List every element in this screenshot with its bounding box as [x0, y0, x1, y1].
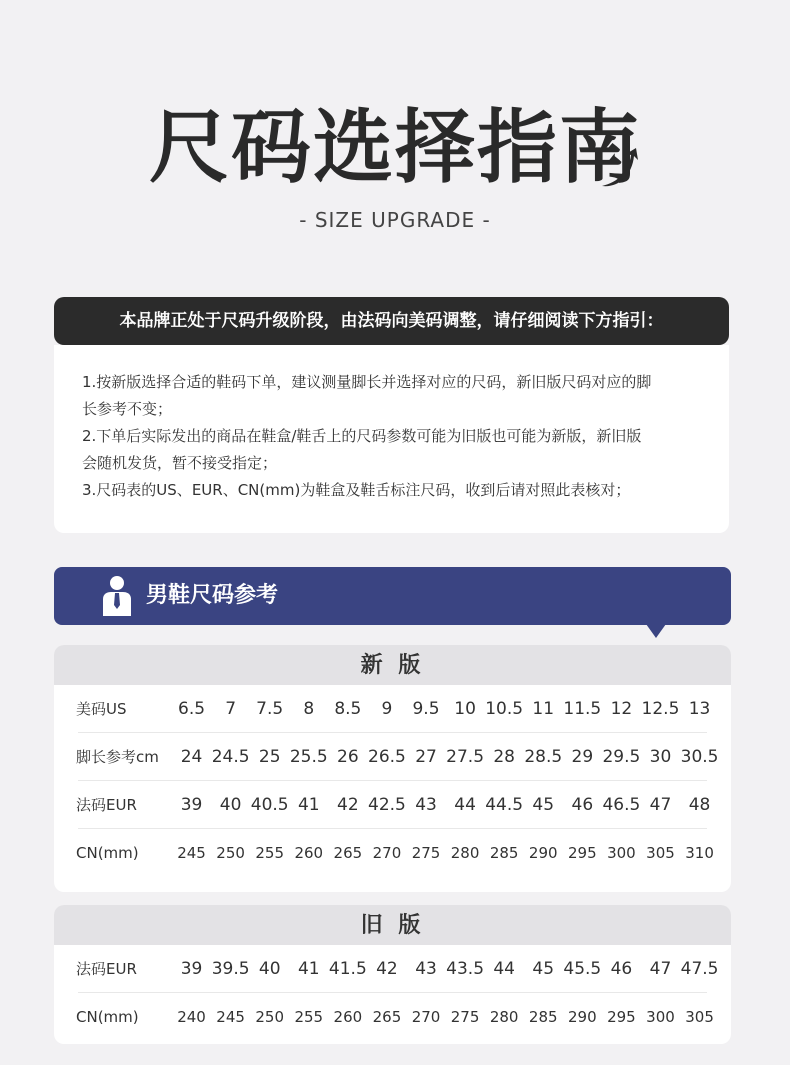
table-cell: 46 [610, 959, 633, 979]
notice-line: 长参考不变； [82, 400, 173, 418]
table-cell: 43 [415, 795, 437, 815]
table-row [76, 781, 711, 829]
table-cell: 24.5 [211, 747, 250, 767]
notice-heading: 本品牌正处于尺码升级阶段，由法码向美码调整，请仔细阅读下方指引： [54, 297, 729, 345]
table-cell: 45 [532, 795, 555, 815]
table-cell: 8.5 [334, 699, 362, 719]
table-cell: 46 [571, 795, 594, 815]
old-table-title: 旧 版 [54, 905, 731, 945]
table-cell: 41 [297, 795, 320, 815]
page-title: 尺码选择指南 [149, 101, 641, 194]
table-cell: 285 [489, 844, 519, 862]
table-cell: 270 [411, 1008, 441, 1026]
table-cell: 39.5 [211, 959, 250, 979]
table-row [76, 945, 719, 993]
table-cell: 260 [294, 844, 324, 862]
table-cell: 6.5 [178, 699, 206, 719]
table-cell: 45 [532, 959, 555, 979]
swoosh-decoration [600, 146, 640, 190]
table-cell: 44 [493, 959, 515, 979]
table-row [76, 829, 714, 877]
table-cell: 27.5 [446, 747, 485, 767]
table-cell: 47 [649, 959, 672, 979]
table-cell: 305 [646, 844, 675, 862]
table-cell: 45.5 [563, 959, 602, 979]
table-cell: 255 [255, 844, 285, 862]
table-cell: 10 [454, 699, 476, 719]
table-cell: 8 [303, 699, 315, 719]
table-cell: 275 [450, 1008, 480, 1026]
notice-line: 2.下单后实际发出的商品在鞋盒/鞋舌上的尺码参数可能为旧版也可能为新版，新旧版 [82, 427, 642, 445]
table-cell: 42 [337, 795, 359, 815]
table-cell: 39 [180, 795, 203, 815]
table-cell: 7.5 [256, 699, 284, 719]
table-cell: 40.5 [250, 795, 289, 815]
table-cell: 285 [528, 1008, 558, 1026]
row-label: 美码US [76, 700, 127, 718]
table-cell: 28.5 [524, 747, 563, 767]
table-cell: 40 [258, 959, 281, 979]
table-cell: 310 [685, 844, 714, 862]
table-cell: 265 [333, 844, 363, 862]
table-cell: 25 [258, 747, 281, 767]
table-row [76, 733, 719, 781]
men-section-header [54, 567, 731, 625]
table-cell: 13 [688, 699, 711, 719]
table-cell: 39 [180, 959, 203, 979]
table-cell: 29.5 [602, 747, 641, 767]
table-cell: 25.5 [289, 747, 328, 767]
new-table-title: 新 版 [54, 645, 731, 685]
table-cell: 9.5 [412, 699, 440, 719]
notice-line: 1.按新版选择合适的鞋码下单，建议测量脚长并选择对应的尺码，新旧版尺码对应的脚 [82, 373, 652, 391]
table-cell: 30.5 [680, 747, 719, 767]
table-cell: 295 [568, 844, 597, 862]
table-cell: 240 [177, 1008, 206, 1026]
table-cell: 28 [493, 747, 515, 767]
table-cell: 250 [216, 844, 245, 862]
table-cell: 44 [454, 795, 476, 815]
table-cell: 300 [646, 1008, 675, 1026]
notice-line: 会随机发货，暂不接受指定； [82, 454, 278, 472]
table-cell: 40 [219, 795, 242, 815]
table-cell: 260 [333, 1008, 363, 1026]
notice-box [54, 345, 729, 533]
men-section-title: 男鞋尺码参考 [146, 583, 279, 608]
table-cell: 29 [571, 747, 594, 767]
table-cell: 42.5 [368, 795, 406, 815]
row-label: CN(mm) [76, 844, 139, 862]
table-cell: 295 [607, 1008, 636, 1026]
table-cell: 270 [372, 844, 402, 862]
table-cell: 290 [528, 844, 558, 862]
table-cell: 275 [411, 844, 441, 862]
row-label: 脚长参考cm [76, 748, 159, 766]
table-cell: 280 [489, 1008, 519, 1026]
table-cell: 47 [649, 795, 672, 815]
table-cell: 10.5 [485, 699, 524, 719]
table-cell: 245 [177, 844, 206, 862]
table-row [76, 993, 714, 1041]
men-section-pointer [646, 624, 666, 638]
table-cell: 300 [607, 844, 636, 862]
table-cell: 305 [685, 1008, 714, 1026]
table-cell: 41 [297, 959, 320, 979]
table-cell: 24 [180, 747, 203, 767]
old-size-table [54, 905, 731, 1044]
table-cell: 43.5 [446, 959, 485, 979]
table-cell: 26.5 [368, 747, 406, 767]
table-cell: 11 [532, 699, 555, 719]
table-cell: 48 [688, 795, 711, 815]
table-cell: 26 [337, 747, 359, 767]
table-cell: 265 [372, 1008, 402, 1026]
row-label: 法码EUR [76, 960, 137, 978]
row-label: 法码EUR [76, 796, 137, 814]
table-cell: 41.5 [328, 959, 367, 979]
table-cell: 30 [649, 747, 672, 767]
table-cell: 250 [255, 1008, 285, 1026]
person-tie-icon [102, 575, 132, 617]
table-cell: 27 [415, 747, 437, 767]
table-cell: 245 [216, 1008, 245, 1026]
table-cell: 290 [568, 1008, 597, 1026]
table-cell: 44.5 [485, 795, 524, 815]
new-size-table [54, 645, 731, 892]
table-cell: 43 [415, 959, 437, 979]
notice-line: 3.尺码表的US、EUR、CN(mm)为鞋盒及鞋舌标注尺码，收到后请对照此表核对； [82, 481, 631, 499]
table-cell: 9 [381, 699, 393, 719]
table-cell: 47.5 [680, 959, 719, 979]
row-label: CN(mm) [76, 1008, 139, 1026]
table-row [76, 685, 711, 733]
table-cell: 11.5 [563, 699, 602, 719]
table-cell: 280 [450, 844, 480, 862]
table-cell: 255 [294, 1008, 324, 1026]
page-subtitle: - SIZE UPGRADE - [299, 208, 491, 232]
table-cell: 7 [225, 699, 237, 719]
table-cell: 12 [610, 699, 633, 719]
table-cell: 46.5 [602, 795, 641, 815]
table-cell: 12.5 [641, 699, 680, 719]
table-cell: 42 [376, 959, 398, 979]
